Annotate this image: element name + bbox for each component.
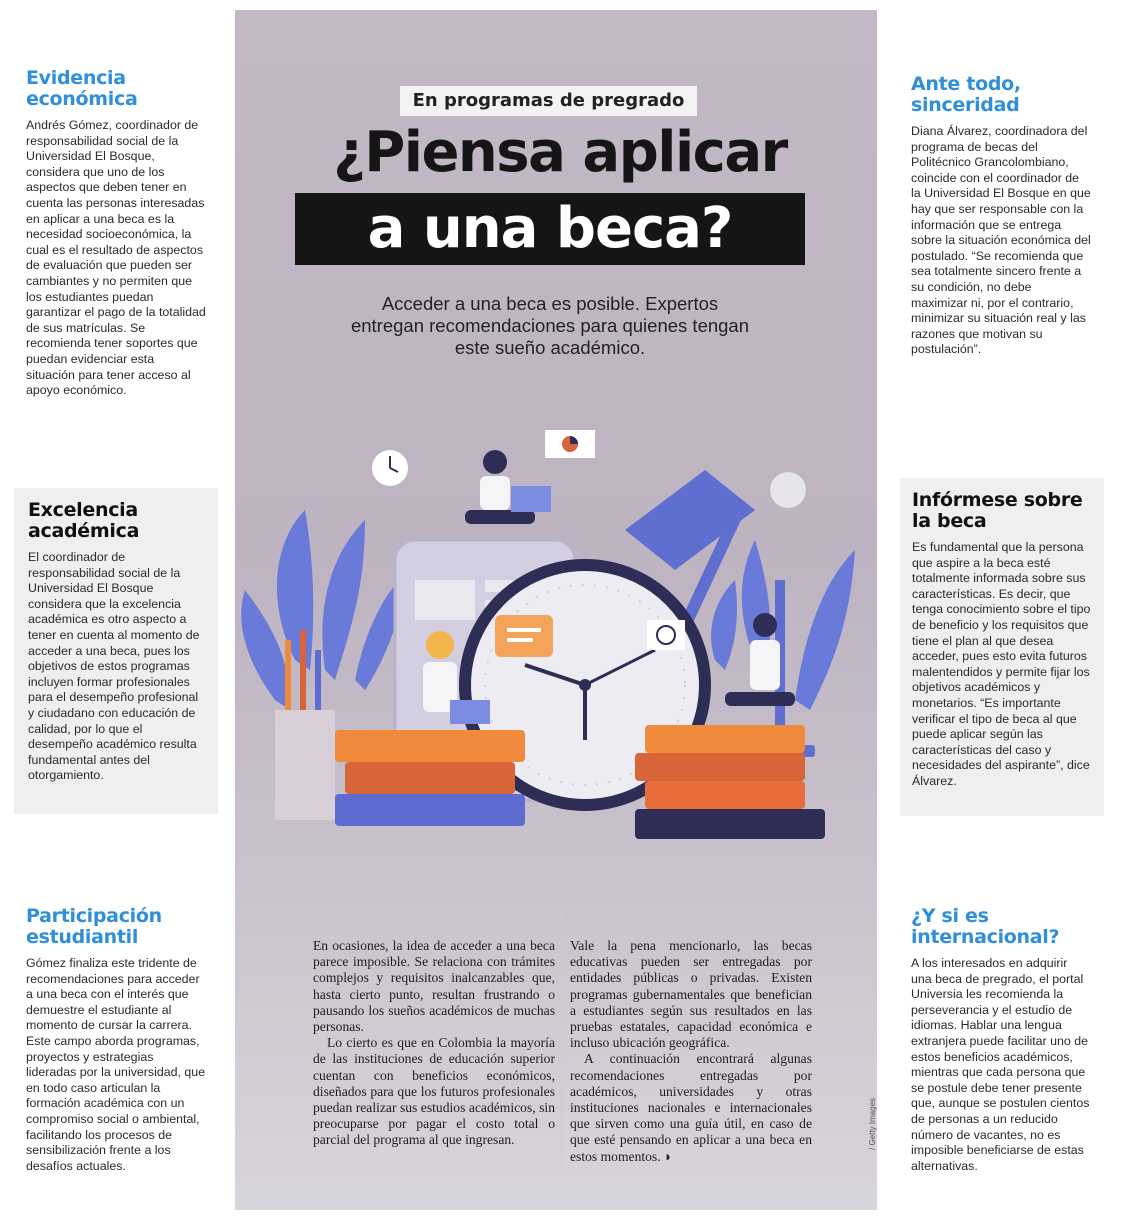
- gear-icon: [770, 472, 806, 508]
- sidebar-body: Diana Álvarez, coordinadora del programa de becas del Politécnico Grancolombiano, coincide con el coordinador de la Universidad El Bosque en que hay que ser responsable con la información que se entrega sobre la situación económica del postulado. “Se recomienda que sea totalmente sincero frente a su condición, no debe maximizar ni, por el contrario, minimizar su situación real y las razones que motivan su postulación”.: [911, 124, 1091, 357]
- article-paragraph: En ocasiones, la idea de acceder a una beca parece imposible. Se relaciona con trámites complejos y requisitos inalcanzables que, hasta cierto punto, resultan frustrando o pausando los sueños académicos de muchas personas.: [313, 938, 555, 1035]
- sidebar-internacional: [911, 906, 1091, 1174]
- sidebar-sinceridad: [911, 74, 1091, 358]
- chat-bubble-icon: [495, 615, 553, 657]
- sidebar-title: Ante todo, sinceridad: [911, 73, 1021, 116]
- sidebar-title: Infórmese sobre la beca: [912, 489, 1083, 532]
- article-paragraph: Vale la pena mencionarlo, las becas educativas pueden ser entregadas por entidades públicas o privadas. Existen programas gubernamentales que benefician a estudiantes según sus resultados en las pruebas estatales, capacidad económica e incluso ubicación geográfica.: [570, 938, 812, 1051]
- article-paragraph: Lo cierto es que en Colombia la mayoría de las instituciones de educación superior cuentan con beneficios económicos, diseñados para que los futuros profesionales puedan realizar sus estudios académicos, sin preocuparse por pagar el costo total o parcial del programa al que ingresan.: [313, 1035, 555, 1148]
- sidebar-body: Gómez finaliza este tridente de recomendaciones para acceder a una beca con el interés que demuestre el estudiante al momento de cursar la carrera. Este campo aborda programas, proyectos y estrategias lideradas por la universidad, que en todo caso articulan la formación académica con un compromiso social o ambiental, facilitando los procesos de sensibilización frente a los desafíos actuales.: [26, 956, 206, 1173]
- sidebar-body: A los interesados en adquirir una beca de pregrado, el portal Universia les recomienda la perseverancia y el estudio de idiomas. Hablar una lengua extranjera puede facilitar uno de estos beneficios académicos, mientras que cada persona que se postule debe tener presente que, aunque se postulen cientos de personas a un reducido número de vacantes, no es imposible beneficiarse de estas alternativas.: [911, 956, 1090, 1173]
- photo-credit: / Getty Images: [868, 1097, 877, 1150]
- sidebar-title: Excelencia académica: [28, 499, 140, 542]
- sidebar-evidencia: [26, 68, 206, 399]
- kicker-label: En programas de pregrado: [400, 86, 697, 116]
- sidebar-title: ¿Y si es internacional?: [911, 905, 1060, 948]
- sidebar-title: Evidencia económica: [26, 67, 138, 110]
- book-stack-right: [635, 725, 825, 839]
- sidebar-participacion: [26, 906, 206, 1174]
- sidebar-body: Andrés Gómez, coordinador de responsabilidad social de la Universidad El Bosque, considera que uno de los aspectos que deben tener en cuenta las personas interesadas en aplicar a una beca es la necesidad socioeconómica, la cual es el resultado de aspectos de evaluación que pueden ser cambiantes y no permiten que los estudiantes puedan garantizar el pago de la totalidad de sus matrículas. Se recomienda tener soportes que puedan evidenciar esta situación para tener acceso al apoyo económico.: [26, 118, 206, 398]
- lede-text: Acceder a una beca es posible. Expertos entregan recomendaciones para quienes tengan este sueño académico.: [350, 293, 750, 358]
- headline-line-1: ¿Piensa aplicar: [333, 120, 787, 185]
- book-stack-left: [335, 730, 525, 826]
- sidebar-informese: [900, 478, 1104, 816]
- sidebar-excelencia: [14, 488, 218, 814]
- leaves-left: [241, 510, 410, 710]
- sidebar-body: Es fundamental que la persona que aspire a la beca esté totalmente informada sobre sus características. Es decir, que tenga conocimiento sobre el tipo de beneficio y los requisitos que tiene el plan al que desea acceder, pues esto evita futuros malentendidos y permite fijar los objetivos académicos y monetarios. “Es importante verificar el tipo de beca al que puede aplicar según las características del caso y necesidades del aspirante”, dice Álvarez.: [912, 540, 1091, 788]
- article-column-2: [570, 938, 812, 1165]
- pencil-cup: [275, 710, 335, 820]
- alarm-icon: [647, 620, 685, 650]
- study-illustration: [235, 400, 877, 870]
- article-paragraph: A continuación encontrará algunas recomendaciones entregadas por académicos, universidades y otras instituciones nacionales e internacionales que sirven como una guía útil, en caso de que esté pensando en aplicar a una beca en estos momentos. ◗: [570, 1051, 812, 1164]
- sidebar-body: El coordinador de responsabilidad social de la Universidad El Bosque considera que la excelencia académica es otro aspecto a tener en cuenta al momento de acceder a una beca, pues los objetivos de estos programas incluyen formar profesionales para el desempeño profesional y ciudadano con educación de calidad, por lo que el desempeño académico resulta fundamental antes del otorgamiento.: [28, 550, 200, 783]
- headline-line-2: a una beca?: [295, 193, 805, 265]
- person-top: [465, 450, 551, 524]
- article-column-1: [313, 938, 555, 1149]
- column-divider: [561, 912, 562, 1172]
- sidebar-title: Participación estudiantil: [26, 905, 162, 948]
